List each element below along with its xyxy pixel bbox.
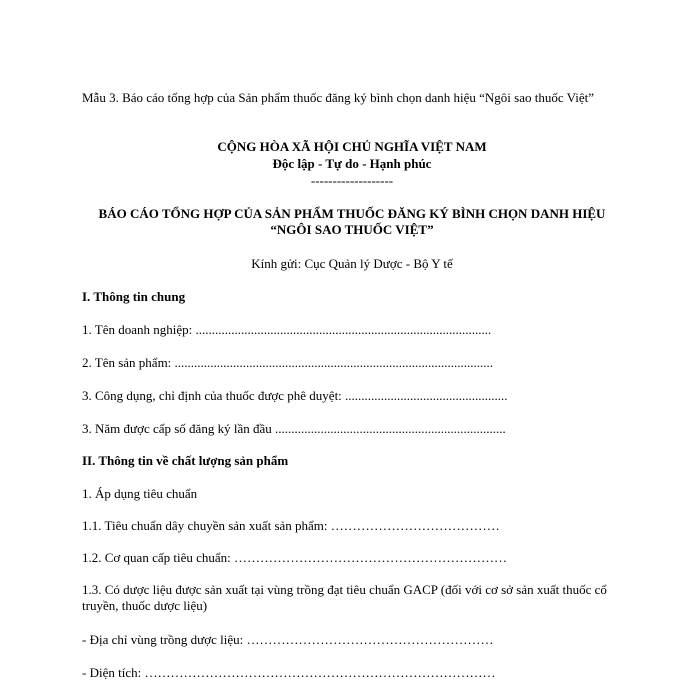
form-intro: Mẫu 3. Báo cáo tổng hợp của Sản phẩm thuốc đăng ký bình chọn danh hiệu “Ngôi sao thuốc Việt” (82, 90, 595, 105)
nation-header: CỘNG HÒA XÃ HỘI CHỦ NGHĨA VIỆT NAM (217, 139, 487, 154)
section-1-heading: I. Thông tin chung (82, 289, 186, 304)
field-product-name: 2. Tên sản phẩm: .................................................................................................. (82, 355, 494, 370)
field-registration-year: 3. Năm được cấp số đăng ký lần đầu ....................................................................... (82, 421, 506, 436)
document-title: BÁO CÁO TỔNG HỢP CỦA SẢN PHẨM THUỐC ĐĂNG KÝ BÌNH CHỌN DANH HIỆU “NGÔI SAO THUỐC VIỆT” (98, 206, 606, 237)
field-production-standard: 1.1. Tiêu chuẩn dây chuyền sản xuất sản phẩm: ………………………………… (82, 518, 500, 533)
field-company-name: 1. Tên doanh nghiệp: ........................................................................................... (82, 322, 492, 337)
field-standard-issuer: 1.2. Cơ quan cấp tiêu chuẩn: ……………………………………………………… (82, 550, 508, 565)
recipient-line: Kính gửi: Cục Quản lý Dược - Bộ Y tế (251, 256, 453, 271)
field-indication: 3. Công dụng, chỉ định của thuốc được phê duyệt: .................................................. (82, 388, 508, 403)
separator-line: ------------------- (310, 173, 394, 188)
field-area: - Diện tích: ……………………………………………………………………… (82, 665, 496, 680)
motto: Độc lập - Tự do - Hạnh phúc (272, 156, 432, 171)
section-2-subheading: 1. Áp dụng tiêu chuẩn (82, 486, 198, 501)
field-gacp-material: 1.3. Có dược liệu được sản xuất tại vùng trồng đạt tiêu chuẩn GACP (đối với cơ sở sản xuất thuốc cổ truyền, thuốc dược liệu) (82, 582, 607, 613)
field-growing-area-address: - Địa chỉ vùng trồng dược liệu: ………………………………………………… (82, 632, 494, 647)
section-2-heading: II. Thông tin về chất lượng sản phẩm (82, 453, 289, 468)
